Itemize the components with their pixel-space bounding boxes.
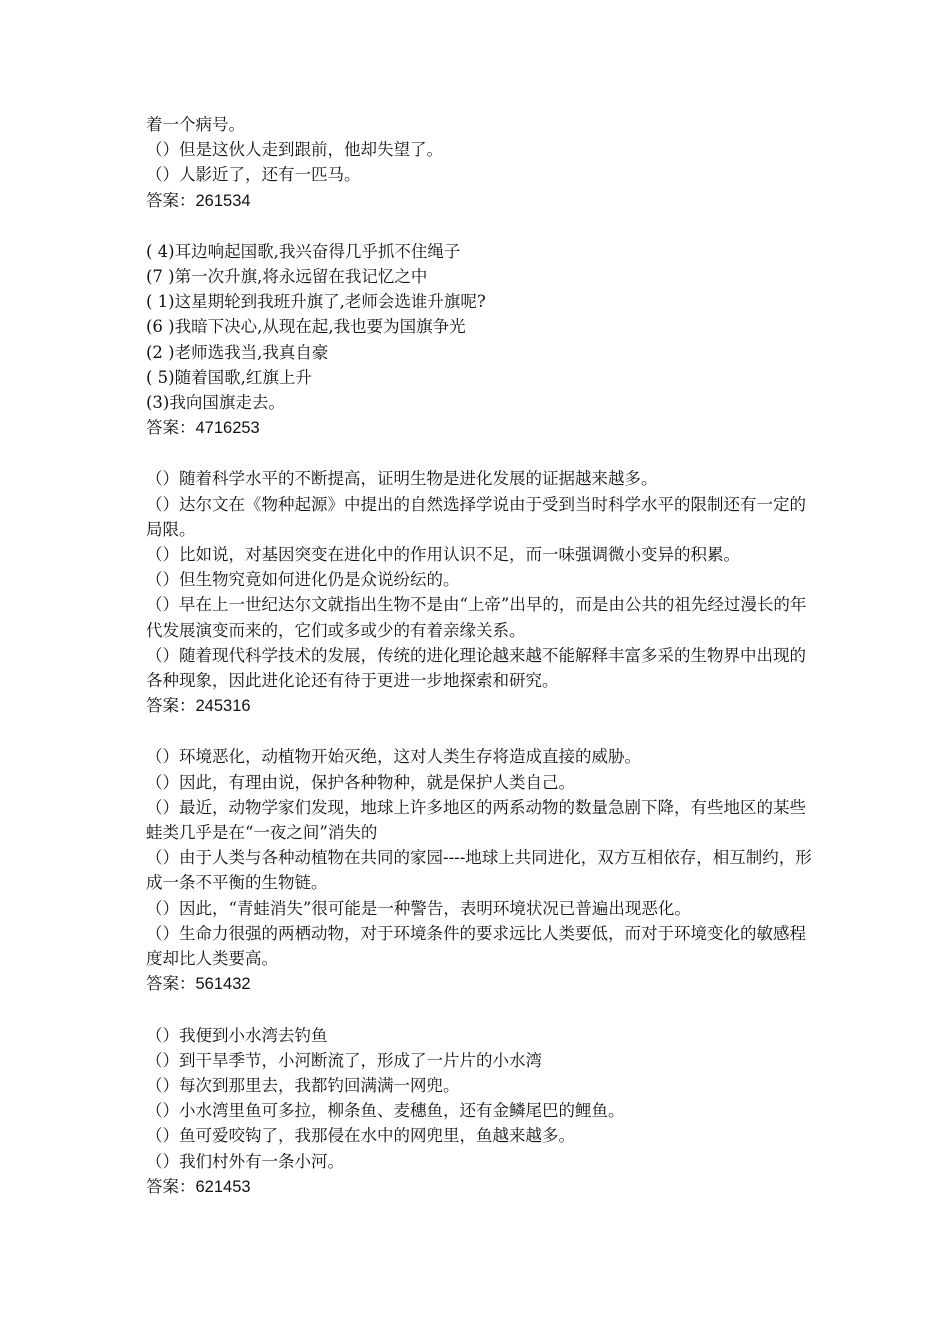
sentence-line: ( 4)耳边响起国歌,我兴奋得几乎抓不住绳子 [146,241,461,261]
answer-value: 621453 [195,1177,251,1196]
answer-line [146,971,816,997]
sentence-line: （）每次到那里去，我都钓回满满一网兜。 [146,1075,460,1095]
answer-line [146,188,816,214]
answer-value: 245316 [195,697,251,716]
question-group [146,1023,816,1200]
question-group [146,744,816,997]
answer-line [146,1174,816,1200]
sentence-line: （）随着科学水平的不断提高，证明生物是进化发展的证据越来越多。 [146,469,658,489]
document-body [146,112,816,1200]
question-group [146,112,816,214]
answer-value: 261534 [195,191,251,210]
sentence-line: 着一个病号。 [146,115,245,134]
sentence-line: （）但生物究竟如何进化仍是众说纷纭的。 [146,570,460,590]
sentence-line: （）鱼可爱咬钩了，我那侵在水中的网兜里，鱼越来越多。 [146,1126,575,1146]
sentence-line: （）早在上一世纪达尔文就指出生物不是由“上帝”出早的，而是由公共的祖先经过漫长的年代发展演变而来的，它们或多或少的有着亲缘关系。 [146,595,807,640]
sentence-line: （）小水湾里鱼可多拉，柳条鱼、麦穗鱼，还有金鳞尾巴的鲤鱼。 [146,1101,625,1121]
answer-label: 答案： [146,190,196,210]
sentence-line: ( 5)随着国歌,红旗上升 [146,367,312,387]
sentence-line: (7 )第一次升旗,将永远留在我记忆之中 [146,267,428,287]
sentence-line: （）最近，动物学家们发现，地球上许多地区的两系动物的数量急剧下降，有些地区的某些蛙类几乎是在“一夜之间”消失的 [146,797,806,843]
answer-line [146,415,816,441]
answer-value: 561432 [195,975,251,994]
sentence-line: （）随着现代科学技术的发展，传统的进化理论越来越不能解释丰富多采的生物界中出现的各种现象，因此进化论还有待于更进一步地探索和研究。 [146,645,806,691]
sentence-line: （）因此，有理由说，保护各种物种，就是保护人类自己。 [146,772,575,792]
sentence-line: (6 )我暗下决心,从现在起,我也要为国旗争光 [146,317,466,337]
sentence-line: （）到干旱季节，小河断流了，形成了一片片的小水湾 [146,1050,542,1070]
answer-label: 答案： [146,418,196,438]
sentence-line: （）我们村外有一条小河。 [146,1151,344,1171]
sentence-line: (2 )老师选我当,我真自豪 [146,342,329,362]
sentence-line: （）比如说，对基因突变在进化中的作用认识不足，而一味强调微小变异的积累。 [146,545,740,565]
sentence-line: （）但是这伙人走到跟前，他却失望了。 [146,140,443,160]
answer-label: 答案： [146,974,196,994]
sentence-line: （）因此，“青蛙消失”很可能是一种警告，表明环境状况已普遍出现恶化。 [146,898,691,918]
sentence-line: ( 1)这星期轮到我班升旗了,老师会选谁升旗呢? [146,292,486,312]
answer-value: 4716253 [195,419,260,438]
question-group [146,239,816,442]
sentence-line: （）人影近了，还有一匹马。 [146,165,361,185]
sentence-line: （）我便到小水湾去钓鱼 [146,1025,328,1045]
answer-label: 答案： [146,696,196,716]
sentence-line: （）达尔文在《物种起源》中提出的自然选择学说由于受到当时科学水平的限制还有一定的局限。 [146,494,806,539]
sentence-line: （）生命力很强的两栖动物，对于环境条件的要求远比人类要低，而对于环境变化的敏感程度却比人类要高。 [146,923,806,969]
sentence-line: (3)我向国旗走去。 [146,393,285,413]
answer-label: 答案： [146,1176,196,1196]
question-group [146,466,816,719]
answer-line [146,693,816,719]
sentence-line: （）环境恶化，动植物开始灭绝，这对人类生存将造成直接的威胁。 [146,747,641,767]
sentence-line: （）由于人类与各种动植物在共同的家园----地球上共同进化，双方互相依存，相互制约，形成一条不平衡的生物链。 [146,848,812,893]
